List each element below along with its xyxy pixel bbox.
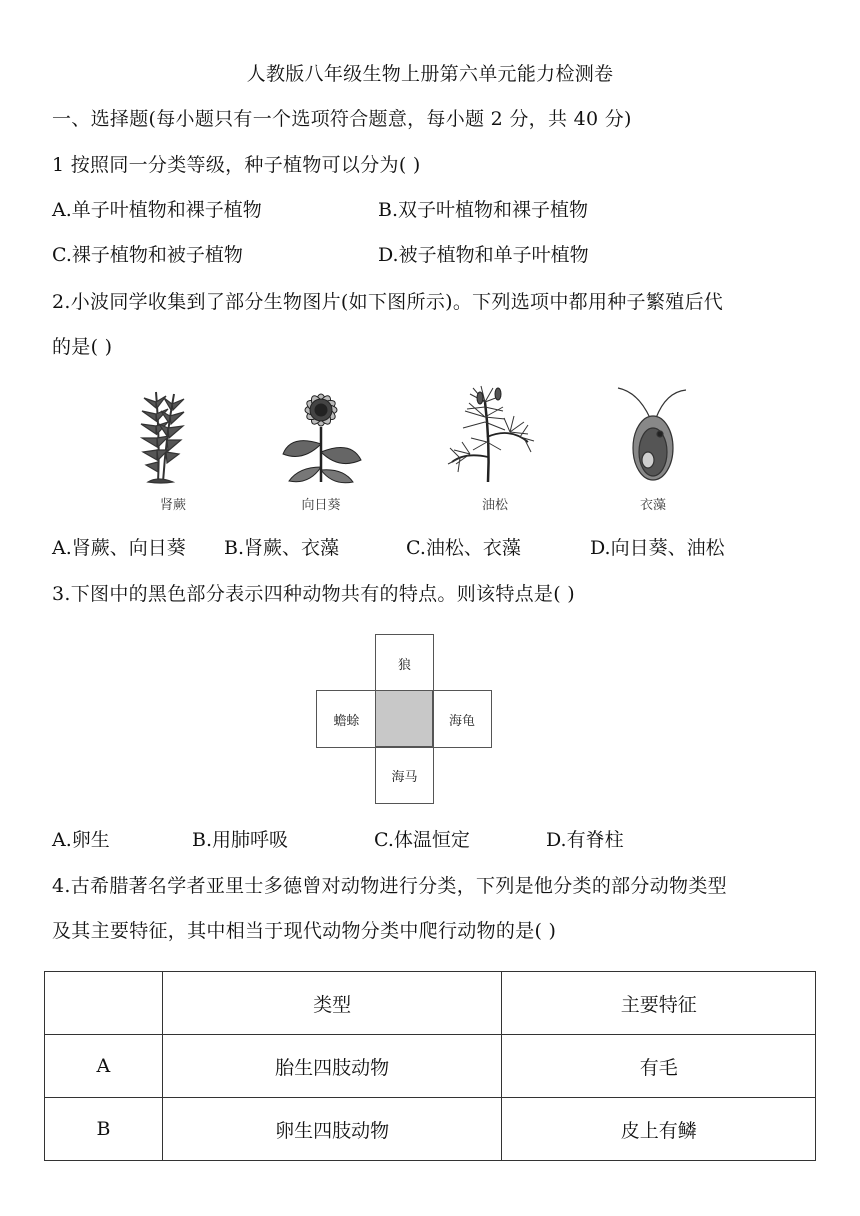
table-header-cell: 主要特征 [502,972,816,1035]
sunflower-icon [266,382,376,487]
table-header-row [45,972,816,1035]
table-cell: B [45,1098,163,1161]
question-3-stem: 3.下图中的黑色部分表示四种动物共有的特点。则该特点是( ) [52,583,575,605]
diagram-cell-toad: 蟾蜍 [316,690,377,748]
page-title: 人教版八年级生物上册第六单元能力检测卷 [246,63,614,85]
q1-option-a: A.单子叶植物和裸子植物 [52,199,262,221]
venn-cross-diagram [316,634,492,806]
table-header-cell [45,972,163,1035]
q3-option-d: D.有脊柱 [546,829,624,851]
q3-option-a: A.卵生 [52,829,110,851]
q2-option-b: B.肾蕨、衣藻 [224,537,340,559]
plant-label-fern: 肾蕨 [159,498,186,513]
q3-option-c: C.体温恒定 [374,829,470,851]
section-heading: 一、选择题(每小题只有一个选项符合题意，每小题 2 分，共 40 分) [52,108,632,130]
table-cell: 胎生四肢动物 [162,1035,502,1098]
classification-table [44,971,816,1161]
table-cell: 卵生四肢动物 [162,1098,502,1161]
table-cell: 有毛 [502,1035,816,1098]
plant-image-fern [118,382,228,514]
q1-option-c: C.裸子植物和被子植物 [52,244,243,266]
question-2-stem-line2: 的是( ) [52,336,113,358]
q2-option-d: D.向日葵、油松 [590,537,725,559]
plant-image-pine [440,382,550,514]
diagram-cell-shared-trait [375,690,434,748]
plant-image-chlamydomonas [598,382,708,514]
question-2-stem-line1: 2.小波同学收集到了部分生物图片(如下图所示)。下列选项中都用种子繁殖后代 [52,291,724,313]
plant-label-pine: 油松 [481,498,508,513]
table-cell: 皮上有鳞 [502,1098,816,1161]
q3-option-b: B.用肺呼吸 [192,829,289,851]
diagram-cell-seahorse: 海马 [375,746,434,804]
diagram-cell-sea-turtle: 海龟 [432,690,492,748]
table-cell: A [45,1035,163,1098]
question-4-stem-line1: 4.古希腊著名学者亚里士多德曾对动物进行分类，下列是他分类的部分动物类型 [52,875,727,897]
chlamydomonas-icon [598,382,708,487]
q1-option-b: B.双子叶植物和裸子植物 [378,199,589,221]
question-1-stem: 1 按照同一分类等级，种子植物可以分为( ) [52,154,421,176]
diagram-cell-wolf: 狼 [375,634,434,692]
table-header-cell: 类型 [162,972,502,1035]
table-row [45,1035,816,1098]
fern-icon [118,382,228,487]
plant-label-chlamydomonas: 衣藻 [639,498,666,513]
plant-label-sunflower: 向日葵 [301,498,341,513]
q2-option-a: A.肾蕨、向日葵 [52,537,186,559]
question-4-stem-line2: 及其主要特征，其中相当于现代动物分类中爬行动物的是( ) [52,920,557,942]
q2-option-c: C.油松、衣藻 [406,537,521,559]
pine-icon [440,382,550,487]
plant-image-sunflower [266,382,376,514]
table-row [45,1098,816,1161]
q1-option-d: D.被子植物和单子叶植物 [378,244,589,266]
